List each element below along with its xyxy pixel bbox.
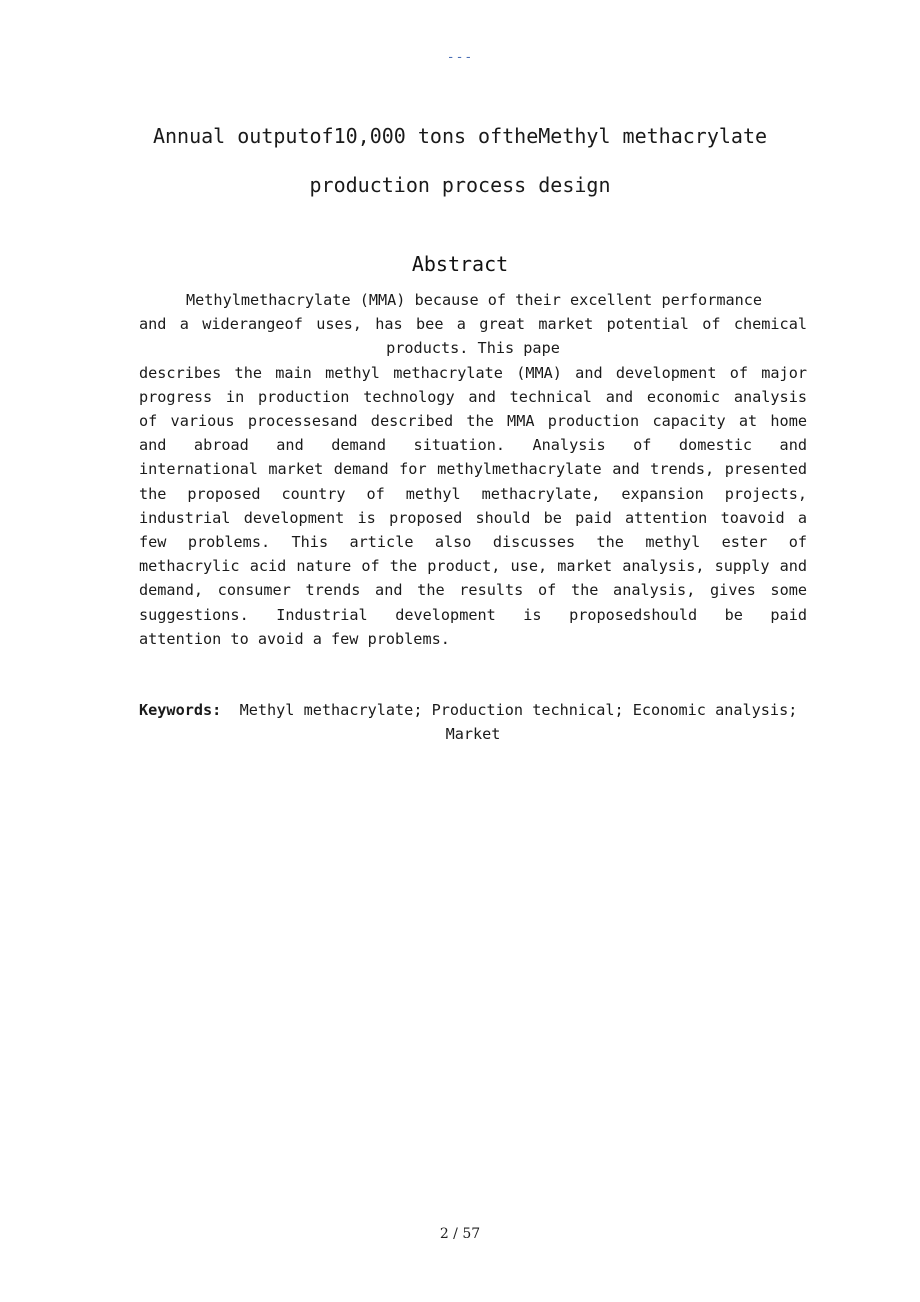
header-mark: ---: [446, 50, 474, 65]
page-number: 2 / 57: [439, 1226, 481, 1242]
abstract-heading: Abstract: [411, 252, 509, 276]
abstract-line: suggestions. Industrial development is proposedshould be paid: [139, 605, 807, 624]
abstract-body: [139, 288, 807, 651]
keywords-block: [139, 698, 807, 746]
abstract-line: demand, consumer trends and the results of the analysis, gives some: [139, 581, 807, 600]
keywords-text: Methyl methacrylate; Production technical; Economic analysis;: [239, 701, 798, 719]
abstract-line: the proposed country of methyl methacrylate, expansion projects,: [139, 484, 807, 503]
abstract-line: Methylmethacrylate (MMA) because of their excellent performance: [186, 291, 763, 309]
keywords-label: Keywords:: [139, 701, 222, 719]
title-line-1: Annual outputof10,000 tons oftheMethyl methacrylate: [152, 124, 768, 148]
abstract-line: and abroad and demand situation. Analysis of domestic and: [139, 436, 807, 455]
abstract-line: describes the main methyl methacrylate (MMA) and development of major: [139, 363, 807, 382]
abstract-line: products. This pape: [386, 339, 560, 358]
abstract-line: industrial development is proposed should be paid attention toavoid a: [139, 508, 807, 527]
abstract-line: few problems. This article also discusses the methyl ester of: [139, 533, 807, 552]
abstract-line: attention to avoid a few problems.: [139, 629, 450, 648]
title-line-2: production process design: [309, 173, 611, 197]
keywords-row: [139, 698, 807, 722]
abstract-line: international market demand for methylmethacrylate and trends, presented: [139, 460, 807, 479]
abstract-line: and a widerangeof uses, has bee a great market potential of chemical: [139, 315, 807, 334]
keywords-continuation: Market: [445, 725, 501, 744]
abstract-line: methacrylic acid nature of the product, use, market analysis, supply and: [139, 557, 807, 576]
abstract-line: of various processesand described the MMA production capacity at home: [139, 412, 807, 431]
abstract-line: progress in production technology and technical and economic analysis: [139, 387, 807, 406]
